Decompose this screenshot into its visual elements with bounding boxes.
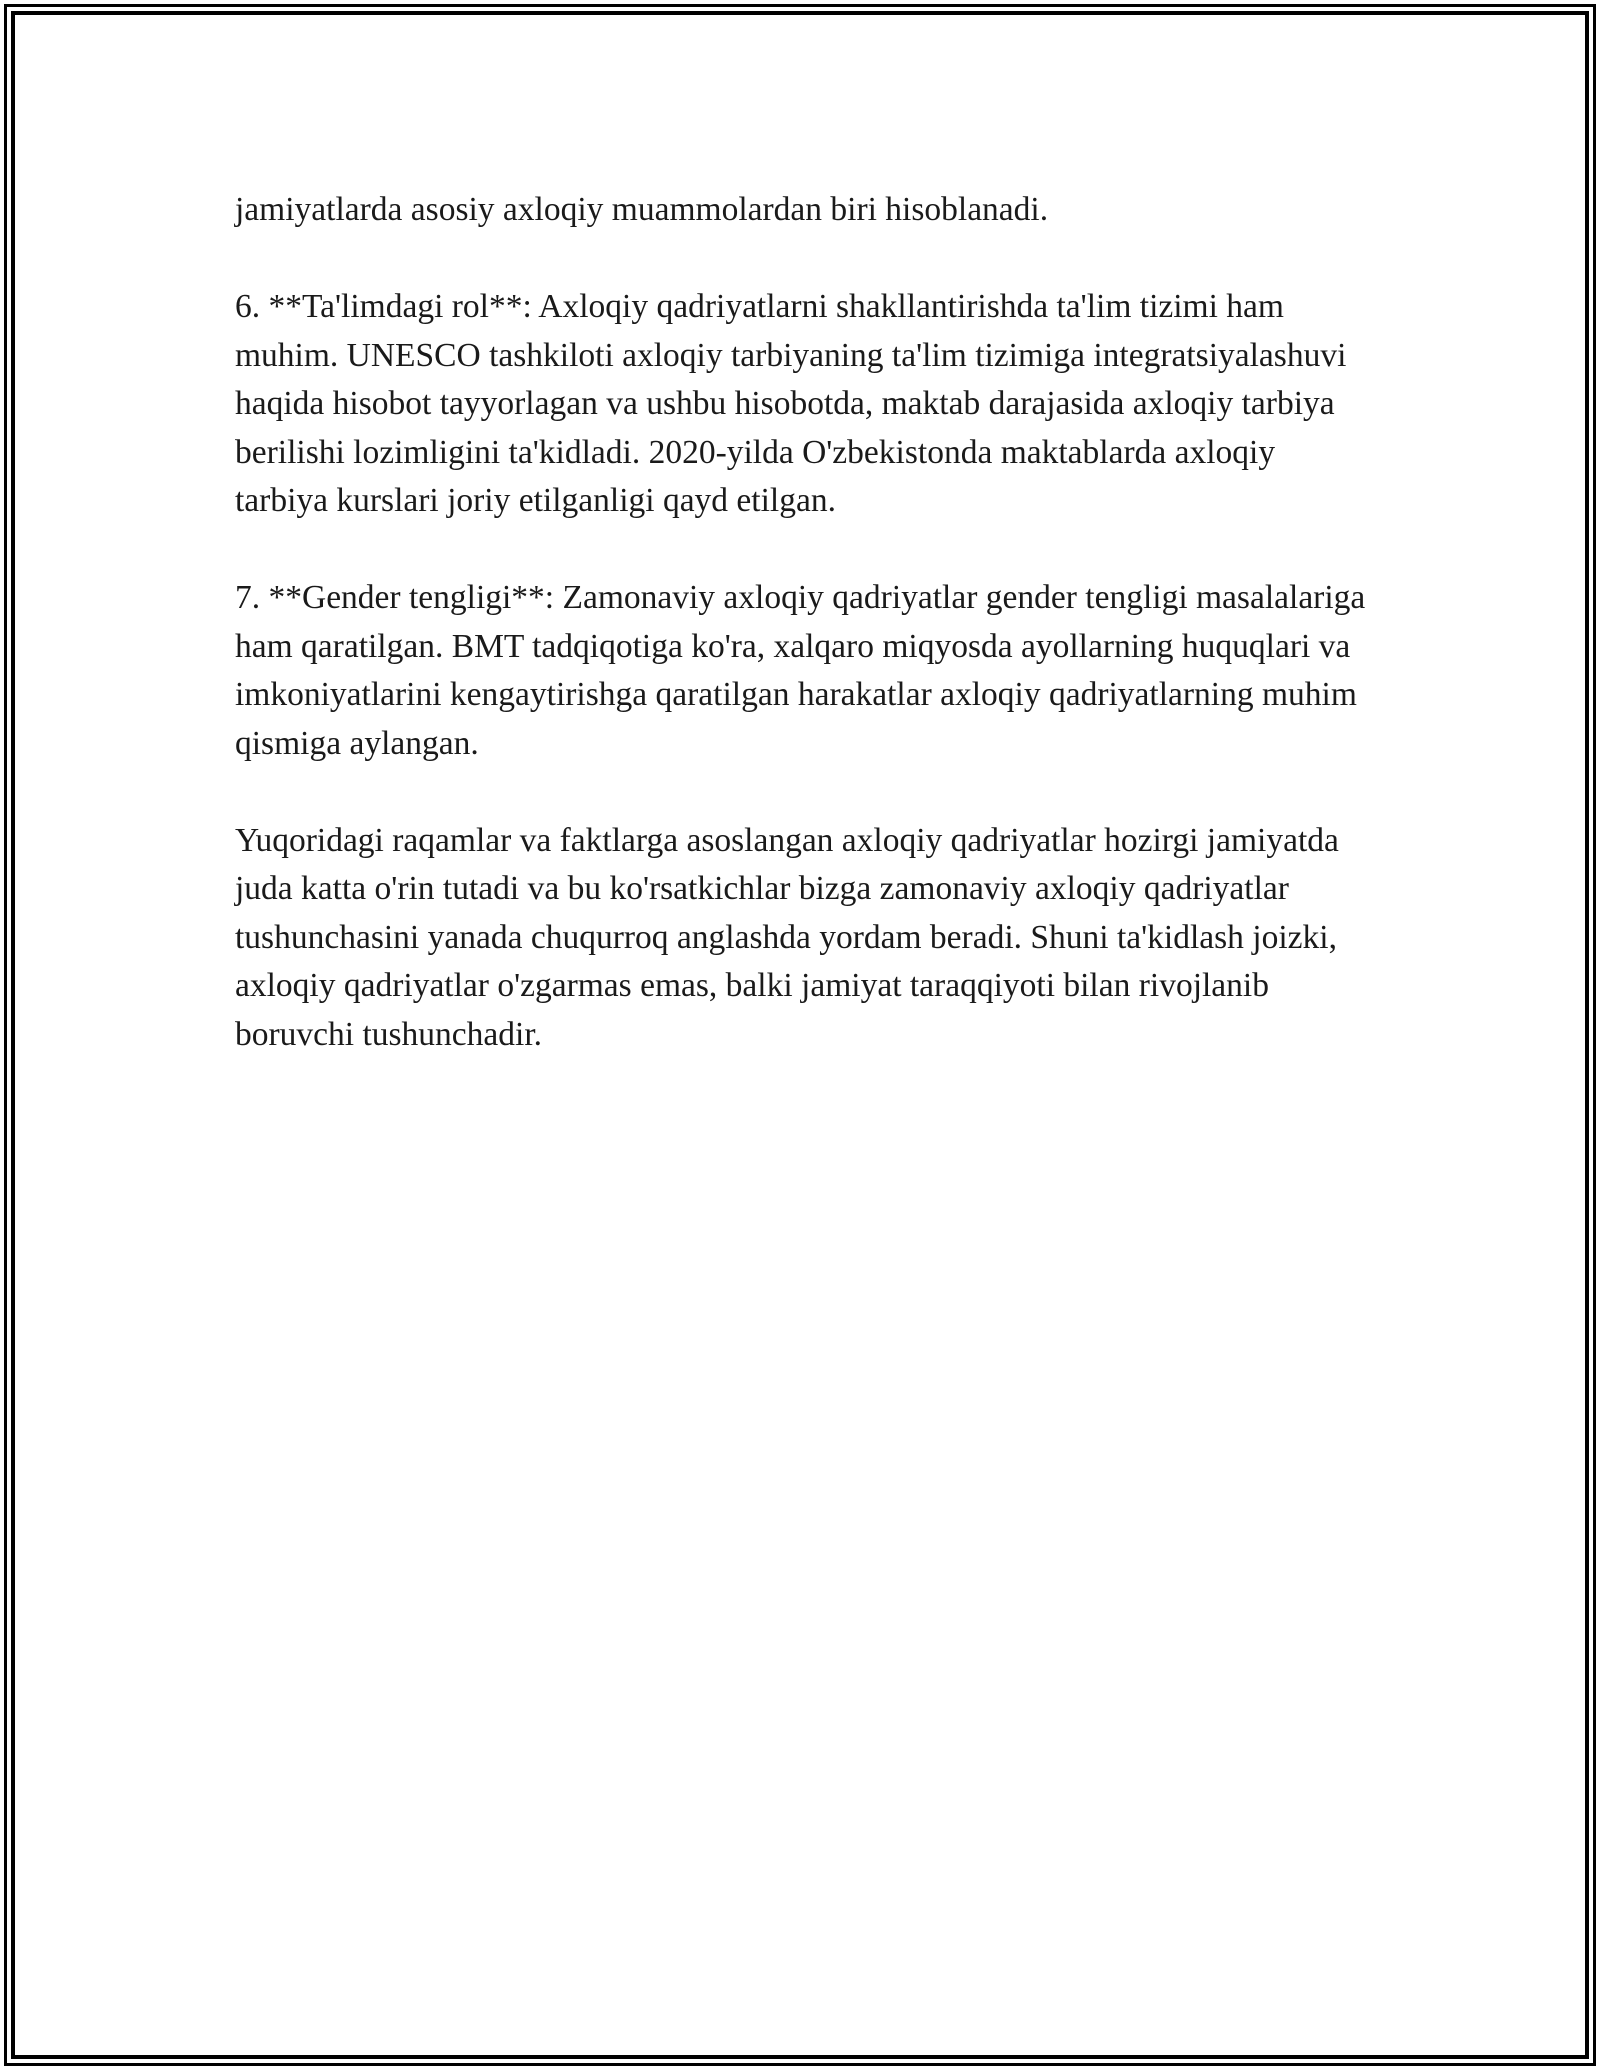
- document-body: [235, 186, 1375, 1108]
- paragraph-education-role: 6. **Ta'limdagi rol**: Axloqiy qadriyatlarni shakllantirishda ta'lim tizimi ham muhim. UNESCO tashkiloti axloqiy tarbiyaning ta'lim tizimiga integratsiyalashuvi haqida hisobot tayyorlagan va ushbu hisobotda, maktab darajasida axloqiy tarbiya berilishi lozimligini ta'kidladi. 2020-yilda O'zbekistonda maktablarda axloqiy tarbiya kurslari joriy etilganligi qayd etilgan.: [235, 288, 1347, 519]
- paragraph-gender-equality: 7. **Gender tengligi**: Zamonaviy axloqiy qadriyatlar gender tengligi masalalariga ham qaratilgan. BMT tadqiqotiga ko'ra, xalqaro miqyosda ayollarning huquqlari va imkoniyatlarini kengaytirishga qaratilgan harakatlar axloqiy qadriyatlarning muhim qismiga aylangan.: [235, 579, 1366, 762]
- paragraph-conclusion: Yuqoridagi raqamlar va faktlarga asoslangan axloqiy qadriyatlar hozirgi jamiyatda juda katta o'rin tutadi va bu ko'rsatkichlar bizga zamonaviy axloqiy qadriyatlar tushunchasini yanada chuqurroq anglashda yordam beradi. Shuni ta'kidlash joizki, axloqiy qadriyatlar o'zgarmas emas, balki jamiyat taraqqiyoti bilan rivojlanib boruvchi tushunchadir.: [235, 821, 1339, 1053]
- paragraph-continuation: jamiyatlarda asosiy axloqiy muammolardan biri hisoblanadi.: [235, 191, 1049, 228]
